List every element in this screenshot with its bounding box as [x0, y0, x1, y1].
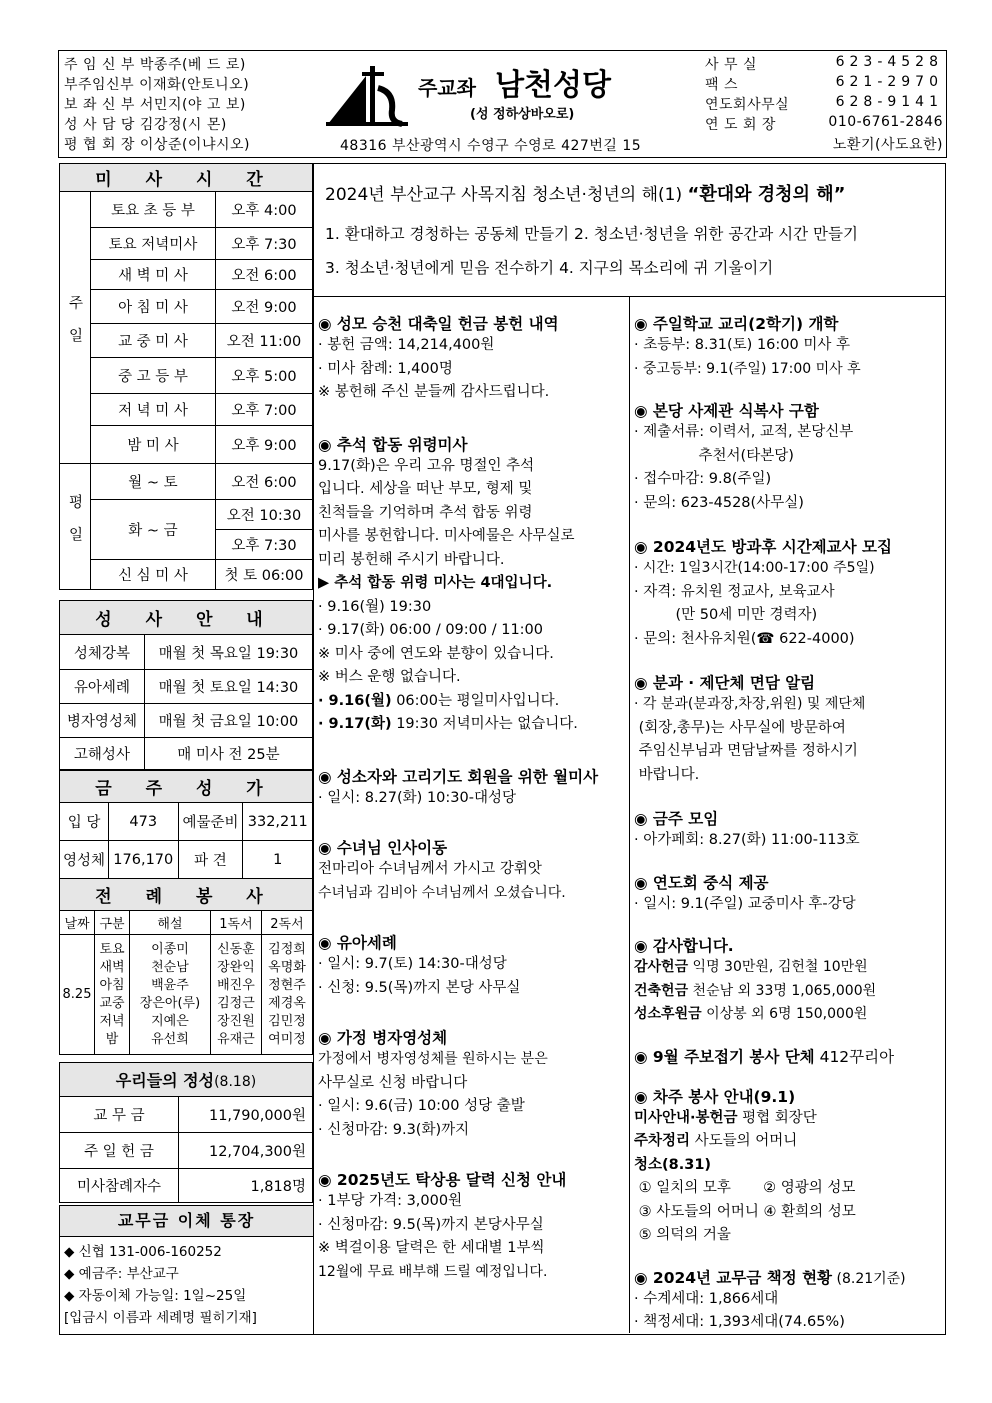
- mass-time: 첫 토 06:00: [216, 560, 313, 590]
- notice-line: ③ 사도들의 어머니 ④ 환희의 성모: [634, 1203, 856, 1220]
- cell: 천순남: [151, 959, 189, 975]
- mass-time: 오전 6:00: [216, 260, 313, 290]
- notice-line: · 미사 참례: 1,400명: [318, 360, 453, 377]
- notice-bold: · 9.17(화): [318, 716, 392, 732]
- notice-line: · 봉헌 금액: 14,214,400원: [318, 337, 495, 353]
- liturgy-kind-col: [95, 935, 130, 1055]
- choir-label: 파 견: [178, 841, 243, 879]
- notice-line: · 제출서류: 이력서, 교적, 본당신부: [634, 424, 854, 440]
- mass-name: 월 ~ 토: [91, 464, 216, 500]
- notice-title: ◉ 분과 · 제단체 면담 알림: [634, 674, 816, 692]
- thanks-line: [634, 980, 942, 1004]
- notice-bold: · 9.16(월): [318, 692, 392, 709]
- patron: (성 정하상바오로): [470, 107, 575, 122]
- mass-time: 오전 9:00: [216, 290, 313, 324]
- sacrament-time: 매월 첫 금요일 10:00: [144, 704, 312, 738]
- notice-line: · 문의: 623-4528(사무실): [634, 494, 804, 511]
- notice-line: · 신청마감: 9.3(화)까지: [318, 1121, 470, 1138]
- weekday-label: 평일: [60, 464, 91, 590]
- duty-line: [634, 1130, 942, 1154]
- cell: 제경옥: [268, 995, 306, 1011]
- staff-line: 주 임 신 부 박종주(베 드 로): [64, 57, 246, 73]
- notice-title-extra: 412꾸리아: [814, 1047, 895, 1066]
- cell: 여미정: [268, 1031, 306, 1047]
- notice-line: [318, 713, 626, 737]
- thanks-text: 천순남 외 33명 1,065,000원: [688, 982, 877, 999]
- liturgy-header: 2독서: [261, 911, 312, 935]
- choir-label: 예물준비: [178, 803, 243, 841]
- liturgy-header: 구분: [95, 911, 130, 935]
- cell: 김정근: [217, 995, 255, 1011]
- cell: 옥명화: [268, 959, 306, 975]
- church-title: [418, 60, 611, 104]
- staff-line: 보 좌 신 부 서민지(야 고 보): [64, 97, 246, 113]
- staff-line: 부주임신부 이재화(안토니오): [64, 77, 250, 93]
- staff-line: 평 협 회 장 이상준(이냐시오): [64, 137, 250, 153]
- liturgy-table: [59, 878, 313, 1055]
- mass-time: 오전 6:00: [216, 464, 313, 500]
- contact-name: 노환기(사도요한): [832, 137, 943, 153]
- notice-line: ⑤ 의덕의 거울: [634, 1227, 731, 1243]
- notice-line: · 9.16(월) 19:30: [318, 598, 432, 615]
- sacrament-time: 매 미사 전 25분: [144, 738, 312, 770]
- cell: 장은아(루): [139, 995, 201, 1011]
- staff-list: [64, 54, 314, 154]
- pastoral-slogan: “환대와 경청의 해”: [687, 184, 846, 205]
- pastoral-line3: 3. 청소년·청년에게 믿음 전수하기 4. 지구의 목소리에 귀 기울이기: [325, 259, 774, 277]
- notice-line: ※ 미사 중에 연도와 분향이 있습니다.: [318, 645, 554, 662]
- contact-row: [705, 54, 943, 74]
- liturgy-header: 날짜: [60, 911, 95, 935]
- choir-value: 1: [243, 841, 313, 879]
- notice-line: 친척들을 기억하며 추석 합동 위령: [318, 504, 533, 521]
- mass-time: 오전 10:30: [216, 500, 313, 530]
- pastoral-guideline: [325, 180, 940, 278]
- contact-label: 팩 스: [705, 77, 738, 93]
- cell: 이종미: [151, 941, 189, 957]
- account-lines: [60, 1237, 313, 1333]
- notice-line: [318, 690, 626, 714]
- cell: 장완익: [217, 959, 255, 975]
- mass-time: 오후 5:00: [216, 358, 313, 394]
- mass-name: 토요 초 등 부: [91, 192, 216, 228]
- notice-title: ◉ 가정 병자영성체: [318, 1029, 448, 1047]
- notice-line: · 책정세대: 1,393세대(74.65%): [634, 1314, 845, 1330]
- notice-title: ◉ 유아세례: [318, 934, 397, 952]
- thanks-line: [634, 1003, 942, 1027]
- notice-line: 9.17(화)은 우리 고유 명절인 추석: [318, 457, 535, 474]
- notice-line: · 자격: 유치원 정교사, 보육교사: [634, 583, 835, 600]
- sacrament-title: 성 사 안 내: [60, 601, 313, 635]
- cell: 아침: [99, 977, 125, 993]
- choir-label: 입 당: [60, 803, 109, 841]
- address: 48316 부산광역시 수영구 수영로 427번길 15: [340, 138, 642, 154]
- cell: 저녁: [99, 1013, 125, 1029]
- notice-line: · 1부당 가격: 3,000원: [318, 1193, 463, 1209]
- pastoral-line2: 1. 환대하고 경청하는 공동체 만들기 2. 청소년·청년을 위한 공간과 시간 만들기: [325, 225, 858, 243]
- notice-title: ◉ 본당 사제관 식복사 구함: [634, 402, 819, 420]
- notice-line: (회장,총무)는 사무실에 방문하여: [634, 719, 846, 736]
- notice-title: ◉ 금주 모임: [634, 810, 719, 828]
- mass-name: 교 중 미 사: [91, 324, 216, 358]
- mass-table: [59, 163, 313, 590]
- notice-line: ※ 벽걸이용 달력은 한 세대별 1부씩: [318, 1240, 545, 1256]
- sacrament-time: 매월 첫 목요일 19:30: [144, 635, 312, 670]
- duty-text: 사도들의 어머니: [690, 1133, 798, 1149]
- pastoral-line1: [325, 180, 940, 206]
- notice-title: ◉ 추석 합동 위령미사: [318, 435, 468, 454]
- notice-line: · 일시: 9.6(금) 10:00 성당 출발: [318, 1098, 525, 1114]
- notice-line: · 일시: 8.27(화) 10:30-대성당: [318, 789, 516, 806]
- church-logo: [322, 58, 412, 132]
- choir-title: 금 주 성 가: [60, 771, 313, 803]
- thanks-label: 성소후원금: [634, 1006, 702, 1022]
- mass-time: 오후 7:00: [216, 394, 313, 426]
- account-title: 교무금 이체 통장: [60, 1206, 313, 1237]
- contact-row: [705, 94, 943, 114]
- cell: 장진원: [217, 1013, 255, 1029]
- notice-title-extra: (8.21기준): [832, 1270, 906, 1287]
- church-name: 남천성당: [495, 68, 611, 103]
- mass-time: 오후 9:00: [216, 426, 313, 464]
- mass-time: 오후 7:30: [216, 228, 313, 260]
- duty-line: [634, 1154, 942, 1178]
- liturgy-title: 전 례 봉 사: [60, 879, 313, 911]
- cell: 김민정: [268, 1013, 306, 1029]
- sacrament-name: 병자영성체: [60, 704, 145, 738]
- notice-title: ◉ 주일학교 교리(2학기) 개학: [634, 315, 839, 333]
- pastoral-prefix: 2024년 부산교구 사목지침 청소년·청년의 해(1): [325, 185, 683, 205]
- notice-title-text: ◉ 2024년 교무금 책정 현황: [634, 1268, 833, 1287]
- thanks-text: 이상봉 외 6명 150,000원: [701, 1006, 868, 1022]
- offering-title: [60, 1063, 313, 1097]
- account-line: ◆ 자동이체 가능일: 1일~25일: [64, 1288, 247, 1304]
- notice-line: 바랍니다.: [634, 766, 700, 783]
- staff-line: 성 사 담 당 김강정(시 몬): [64, 117, 227, 133]
- liturgy-commentary-col: [130, 935, 211, 1055]
- notice-title: ◉ 연도회 중식 제공: [634, 873, 769, 892]
- notice-line: 사무실로 신청 바랍니다: [318, 1074, 468, 1091]
- cell: 유선희: [151, 1031, 189, 1047]
- cell: 배진우: [217, 977, 255, 993]
- notice-line: · 초등부: 8.31(토) 16:00 미사 후: [634, 337, 850, 353]
- contact-value: 621-2970: [835, 74, 943, 90]
- notice-line: · 접수마감: 9.8(주일): [634, 471, 772, 487]
- sacrament-name: 유아세례: [60, 670, 145, 704]
- notice-line: · 문의: 천사유치원(☎ 622-4000): [634, 630, 855, 647]
- cell: 지예은: [151, 1013, 189, 1029]
- notice-line: 주임신부님과 면담날짜를 정하시기: [634, 743, 858, 759]
- offering-title-text: 우리들의 정성: [115, 1071, 215, 1090]
- notice-line: · 중고등부: 9.1(주일) 17:00 미사 후: [634, 360, 861, 377]
- mass-time: 오전 11:00: [216, 324, 313, 358]
- thanks-line: [634, 956, 942, 980]
- notice-text: 06:00는 평일미사입니다.: [391, 692, 560, 709]
- notice-line: 미리 봉헌해 주시기 바랍니다.: [318, 551, 505, 568]
- notice-line: ① 일치의 모후 ② 영광의 성모: [634, 1180, 856, 1196]
- mass-title: 미 사 시 간: [60, 164, 313, 192]
- notice-line: 추천서(타본당): [634, 447, 794, 464]
- cell: 새벽: [99, 959, 125, 975]
- thanks-label: 감사헌금: [634, 959, 689, 975]
- notice-line: 수녀님과 김비아 수녀님께서 오셨습니다.: [318, 884, 566, 901]
- notice-line: 미사를 봉헌합니다. 미사예물은 사무실로: [318, 528, 575, 544]
- contact-label: 연 도 회 장: [705, 117, 776, 133]
- choir-value: 473: [109, 803, 178, 841]
- choir-value: 176,170: [109, 841, 178, 879]
- sacrament-table: [59, 600, 313, 770]
- notice-line: ▶ 추석 합동 위령 미사는 4대입니다.: [318, 575, 553, 591]
- thanks-label: 건축헌금: [634, 982, 689, 999]
- thanks-text: 익명 30만원, 김헌철 10만원: [688, 959, 868, 975]
- contact-row: [705, 134, 943, 154]
- notice-line: · 일시: 9.1(주일) 교중미사 후-강당: [634, 895, 856, 912]
- account-box: [59, 1205, 314, 1335]
- notice-line: · 신청마감: 9.5(목)까지 본당사무실: [318, 1216, 544, 1233]
- mass-name: 토요 저녁미사: [91, 228, 216, 260]
- mass-name: 아 침 미 사: [91, 290, 216, 324]
- notice-title-text: ◉ 9월 주보접기 봉사 단체: [634, 1047, 815, 1066]
- notice-line: ※ 봉헌해 주신 분들께 감사드립니다.: [318, 384, 550, 400]
- mass-name: 저 녁 미 사: [91, 394, 216, 426]
- offering-label: 주 일 헌 금: [60, 1133, 179, 1169]
- notice-title: [634, 1045, 942, 1067]
- cell: 유재근: [217, 1031, 255, 1047]
- mass-name: 새 벽 미 사: [91, 260, 216, 290]
- account-line: [입금시 이름과 세례명 필히기재]: [64, 1310, 257, 1326]
- contact-value: 623-4528: [835, 54, 943, 70]
- notice-line: 전마리아 수녀님께서 가시고 강휘앗: [318, 861, 542, 877]
- contacts: [705, 54, 943, 154]
- notice-line: (만 50세 미만 경력자): [634, 607, 818, 623]
- account-line: ◆ 신협 131-006-160252: [64, 1244, 222, 1260]
- offering-label: 교 무 금: [60, 1097, 179, 1133]
- notice-title: ◉ 수녀님 인사이동: [318, 839, 448, 857]
- notice-text: 19:30 저녁미사는 없습니다.: [391, 716, 578, 732]
- notice-line: 12월에 무료 배부해 드릴 예정입니다.: [318, 1263, 548, 1280]
- notice-line: · 9.17(화) 06:00 / 09:00 / 11:00: [318, 622, 544, 638]
- duty-label: 주차정리: [634, 1133, 691, 1149]
- sacrament-time: 매월 첫 토요일 14:30: [144, 670, 312, 704]
- choir-table: [59, 770, 313, 879]
- contact-row: [705, 114, 943, 134]
- offering-value: 1,818명: [179, 1169, 313, 1203]
- cell: 김정희: [268, 941, 306, 957]
- notice-line: · 신청: 9.5(목)까지 본당 사무실: [318, 979, 521, 996]
- contact-label: 사 무 실: [705, 57, 757, 73]
- liturgy-date: 8.25: [60, 935, 95, 1055]
- notice-title: ◉ 차주 봉사 안내(9.1): [634, 1087, 796, 1106]
- column-divider: [629, 296, 630, 1333]
- duty-label: 청소(8.31): [634, 1156, 712, 1173]
- notice-line: · 각 분과(분과장,차장,위원) 및 제단체: [634, 696, 866, 712]
- notice-line: · 수계세대: 1,866세대: [634, 1290, 779, 1307]
- mass-name: 밤 미 사: [91, 426, 216, 464]
- sacrament-name: 고해성사: [60, 738, 145, 770]
- cell: 신동훈: [217, 941, 255, 957]
- cell: 밤: [105, 1031, 119, 1047]
- duty-line: [634, 1107, 942, 1131]
- duty-label: 미사안내·봉헌금: [634, 1109, 738, 1126]
- choir-value: 332,211: [243, 803, 313, 841]
- contact-value: 628-9141: [835, 94, 943, 110]
- mass-time: 오후 4:00: [216, 192, 313, 228]
- mass-name: 신 심 미 사: [91, 560, 216, 590]
- notice-title: ◉ 2024년도 방과후 시간제교사 모집: [634, 538, 892, 556]
- mass-name: 화 ~ 금: [91, 500, 216, 560]
- duty-text: 평협 회장단: [737, 1109, 817, 1126]
- notice-title: [634, 1266, 942, 1288]
- liturgy-header: 1독서: [210, 911, 261, 935]
- mass-name: 중 고 등 부: [91, 358, 216, 394]
- liturgy-header: 해설: [130, 911, 211, 935]
- mass-time: 오후 7:30: [216, 530, 313, 560]
- church-prefix: 주교좌: [418, 76, 476, 100]
- choir-label: 영성체: [60, 841, 109, 879]
- notice-line: ※ 버스 운행 없습니다.: [318, 669, 461, 685]
- cell: 정현주: [268, 977, 306, 993]
- offering-table: [59, 1062, 313, 1203]
- sunday-label: 주일: [60, 192, 91, 464]
- contact-value: 010-6761-2846: [828, 114, 943, 130]
- notice-title: ◉ 2025년도 탁상용 달력 신청 안내: [318, 1171, 567, 1189]
- cell: 교중: [99, 995, 125, 1011]
- contact-label: 연도회사무실: [705, 97, 790, 113]
- right-column: [634, 312, 942, 1335]
- notice-line: 입니다. 세상을 떠난 부모, 형제 및: [318, 481, 533, 497]
- offering-date: (8.18): [214, 1074, 257, 1090]
- sacrament-name: 성체강복: [60, 635, 145, 670]
- notice-line: · 아가페회: 8.27(화) 11:00-113호: [634, 832, 860, 848]
- offering-value: 12,704,300원: [179, 1133, 313, 1169]
- liturgy-reading1-col: [210, 935, 261, 1055]
- notice-title: ◉ 감사합니다.: [634, 937, 734, 955]
- account-line: ◆ 예금주: 부산교구: [64, 1266, 179, 1282]
- contact-row: [705, 74, 943, 94]
- offering-value: 11,790,000원: [179, 1097, 313, 1133]
- notice-line: · 일시: 9.7(토) 14:30-대성당: [318, 956, 507, 972]
- notice-line: · 시간: 1일3시간(14:00-17:00 주5일): [634, 560, 875, 576]
- offering-label: 미사참례자수: [60, 1169, 179, 1203]
- notice-title: ◉ 성모 승천 대축일 헌금 봉헌 내역: [318, 315, 559, 333]
- liturgy-reading2-col: [261, 935, 312, 1055]
- cell: 백윤주: [151, 977, 189, 993]
- cell: 토요: [99, 941, 125, 957]
- middle-column: [318, 312, 626, 1284]
- notice-title: ◉ 성소자와 고리기도 회원을 위한 월미사: [318, 767, 599, 786]
- notice-line: 가정에서 병자영성체를 원하시는 분은: [318, 1051, 548, 1067]
